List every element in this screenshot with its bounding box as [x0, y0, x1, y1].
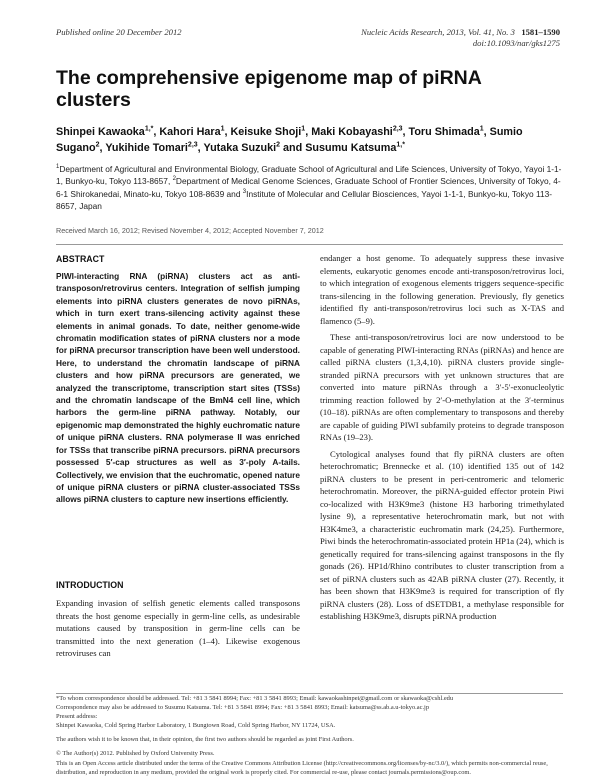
author-name: Yukihide Tomari [105, 142, 188, 154]
author-affiliation-marker: 2 [276, 141, 280, 149]
introduction-text: Expanding invasion of selfish genetic elements called transposons threats the host genome especially in germ-line cells, as undesirable mutations caused by transposition in germ-line cells can be transmitted into the next generation (1–4). Likewise exogenous retroviruses can [56, 598, 300, 658]
author-separator: , [305, 126, 312, 138]
author-list [56, 124, 561, 156]
author-name: Toru Shimada [408, 126, 480, 138]
article-dates: Received March 16, 2012; Revised November 4, 2012; Accepted November 7, 2012 [56, 226, 324, 235]
author-name: Yutaka Suzuki [203, 142, 277, 154]
correspondence-note-2: Correspondence may also be addressed to Susumu Katsuma. Tel: +81 3 5841 8994; Fax: +81 3 5841 8993; Email: katsuma@ss.ab.a.u-tokyo.ac.jp [56, 704, 430, 712]
affiliation-text: Department of Medical Genome Sciences, Graduate School of Frontier Sciences, University of Tokyo, 4-6-1 Shirokanedai, Minato-ku, Tokyo 108-8639 and [56, 176, 561, 199]
author-name: Sumio Sugano [56, 126, 523, 154]
header-divider [56, 244, 563, 245]
author-name: Shinpei Kawaoka [56, 126, 145, 138]
affiliations [56, 163, 566, 213]
author-name: Susumu Katsuma [305, 142, 397, 154]
author-name: Kahori Hara [159, 126, 221, 138]
abstract-text: PIWI-interacting RNA (piRNA) clusters act as anti-transposon/retrovirus centers. Integration of selfish jumping elements into piRNA clusters generates de novo piRNAs, which in turn exert trans-silencing activity against these elements in animal gonads. To date, neither genome-wide chromatin modification states of piRNA clusters nor a mode for piRNA precursor transcription have been well understood. Here, to understand the chromatin landscape of piRNA clusters and how piRNA precursors are generated, we analyzed the transcriptome, transcription start sites (TSSs) and the chromatin landscape of the BmN4 cell line, which harbors the germ-line piRNA pathway. Notably, our epigenomic map demonstrated the highly euchromatic nature of unique piRNA clusters. RNA polymerase II was enriched for TSSs that transcribe piRNA precursors. piRNA precursors possessed 5′-cap structures as well as 3′-poly A-tails. Collectively, we envision that the euchromatic, opened nature of unique piRNA clusters or piRNA cluster-associated TSSs allows piRNA clusters to capture new insertions efficiently. [56, 271, 300, 505]
author-separator: , [224, 126, 231, 138]
abstract-heading: ABSTRACT [56, 254, 105, 264]
author-separator: , [483, 126, 490, 138]
author-separator: , [153, 126, 160, 138]
author-name: Keisuke Shoji [230, 126, 302, 138]
present-address-label: Present address: [56, 713, 98, 721]
author-affiliation-marker: 1,* [396, 141, 405, 149]
article-title: The comprehensive epigenome map of piRNA clusters [56, 67, 482, 111]
author-separator: and [279, 142, 306, 154]
author-name: Maki Kobayashi [311, 126, 393, 138]
author-affiliation-marker: 1,* [144, 125, 154, 133]
present-address: Shinpei Kawaoka, Cold Spring Harbor Laboratory, 1 Bungtown Road, Cold Spring Harbor, NY 11724, USA. [56, 722, 336, 730]
author-separator: , [99, 142, 106, 154]
journal-header [361, 27, 560, 49]
author-separator: , [197, 142, 204, 154]
doi[interactable]: doi:10.1093/nar/gks1275 [472, 38, 560, 48]
author-affiliation-marker: 2 [95, 141, 100, 149]
body-paragraph: These anti-transposon/retrovirus loci are now understood to be capable of generating PIWI-interacting RNAs (piRNAs) and hence are called piRNA clusters (1,3,4,10). piRNA clusters provide single-stranded piRNA precursors with yet unknown structures that are converted into mature piRNAs through a 3′-5′-exonucleolytic trimming reaction followed by 2′-O-methylation at the 3′-terminus (10–18). piRNAs are often complementary to transposons and thereby are capable of guiding PIWI subfamily proteins to degrade transposon RNAs (19–23). [320, 332, 564, 442]
body-paragraph: Cytological analyses found that fly piRNA clusters are often heterochromatic; Brennecke et al. (10) identified 135 out of 142 piRNA clusters to be present in peri-centromeric and telomeric heterochromatin. Moreover, the piRNA-guided effector protein Piwi co-localized with H3K9me3 (histone H3 harboring trimethylated lysine 9), a representative heterochromatin mark, but not with H3K4me3, a characteristic euchromatin mark (24,25). Furthermore, Piwi binds the heterochromatin-associated protein HP1a (24), which is genetically required for trans-silencing against transposons in the fly gonads (26). HP1d/Rhino contributes to cluster transcription from a set of piRNA clusters such as 42AB piRNA cluster (27). Recently, it has been shown that H3K9me3 is required for transcription of fly piRNA clusters (28). Loss of dSETDB1, a methylase responsible for establishing H3K9me3, disrupts piRNA production [320, 448, 564, 621]
author-affiliation-marker: 1 [479, 125, 484, 133]
published-date: Published online 20 December 2012 [56, 27, 182, 37]
author-affiliation-marker: 2,3 [392, 125, 403, 133]
journal-citation [361, 27, 560, 38]
affiliation-text: Institute of Molecular and Cellular Biosciences, Yayoi 1-1-1, Bunkyo-ku, Tokyo 113-8657, Japan [56, 188, 553, 212]
journal-name: Nucleic Acids Research, 2013, Vol. 41, No. 3 [361, 27, 515, 37]
affiliation-text: Department of Agricultural and Environmental Biology, Graduate School of Agricultural and Life Sciences, University of Tokyo, Yayoi 1-1-1, Bunkyo-ku, Tokyo 113-8657, [56, 164, 562, 187]
copyright-line: © The Author(s) 2012. Published by Oxford University Press. [56, 750, 215, 758]
affiliation-number: 3 [242, 189, 247, 196]
correspondence-note: *To whom correspondence should be addressed. Tel: +81 3 5841 8994; Fax: +81 3 5841 8993; Email: kawaokashinpei@gmail.com or skawaoka@cshl.edu [56, 695, 454, 702]
affiliation-number: 2 [172, 176, 176, 183]
author-affiliation-marker: 2,3 [187, 141, 198, 149]
body-paragraph: endanger a host genome. To adequately suppress these invasive elements, eukaryotic genomes encode anti-transposon/retrovirus loci, to which integration of exogenous elements triggers sequence-specific trans-silencing in the following generation. Previously, fly genetics identified fly anti-transposon/retrovirus loci such as X-TAS and flamenco (5–9). [320, 253, 564, 326]
right-column [320, 252, 564, 627]
author-separator: , [402, 126, 409, 138]
joint-authors-note: The authors wish it to be known that, in their opinion, the first two authors should be regarded as joint First Authors. [56, 736, 354, 744]
page-range: 1581–1590 [521, 27, 560, 37]
affiliation-number: 1 [56, 164, 60, 171]
footnotes [56, 694, 563, 777]
license-text: This is an Open Access article distributed under the terms of the Creative Commons Attribution License (http://creativecommons.org/licenses/by-nc/3.0/), which permits non-commercial reuse, distribution, and reproduction in any medium, provided the original work is properly cited. For commercial re-use, please contact journals.permissions@oup.com. [56, 759, 548, 776]
author-affiliation-marker: 1 [220, 125, 225, 133]
abstract-section [56, 254, 300, 506]
author-affiliation-marker: 1 [301, 125, 306, 133]
introduction-heading: INTRODUCTION [56, 580, 124, 590]
